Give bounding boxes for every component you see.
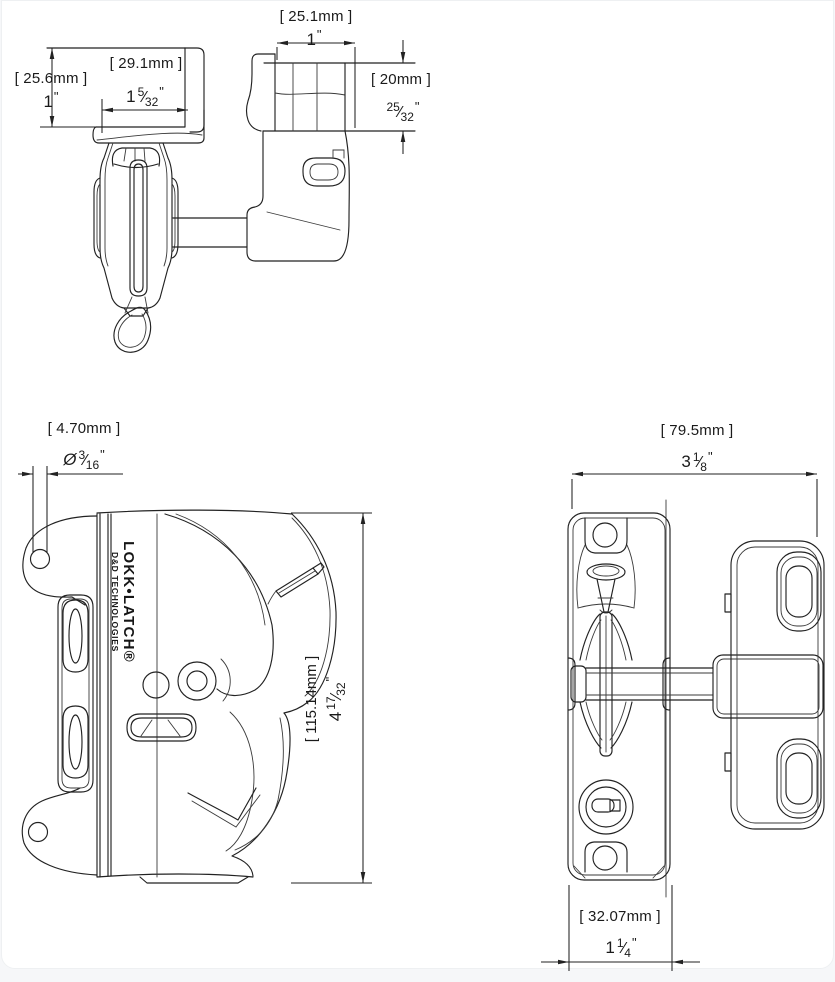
brand-lokk-latch: LOKK•LATCH® (120, 541, 137, 663)
dim-v3-height-label: [ 115.14mm ] $4^{17}⁄_{32}^"$ (303, 655, 348, 743)
view-front-latch (22, 510, 336, 883)
dim-v3-hole-mm: [ 4.70mm ] (47, 420, 121, 437)
dim-v1-height-mm: [ 25.6mm ] (14, 70, 88, 87)
dim-v1-width-inch: 1 $^5⁄_{32}^"$ (126, 84, 164, 109)
dim-v4-width-mm: [ 79.5mm ] (660, 422, 734, 439)
dim-v4-footprint-mm: [ 32.07mm ] (579, 908, 661, 925)
brand-logo (110, 531, 137, 673)
dim-v3-hole-inch: Ø $^3⁄_{16}^"$ (63, 447, 105, 472)
dim-v2-width-inch: 1" (306, 27, 322, 49)
dim-v1-width-mm: [ 29.1mm ] (109, 55, 183, 72)
view-front-assembly (568, 500, 824, 897)
dim-v1-height-inch: 1" (43, 89, 59, 111)
dim-v4-footprint-inch: 1 $^1⁄_4^"$ (605, 935, 637, 960)
dim-v2-height-inch: $^{25}⁄_{32}^"$ (386, 99, 420, 124)
dim-v4-width-inch: 3 $^1⁄_8^"$ (681, 449, 713, 474)
dim-v2-height-mm: [ 20mm ] (371, 71, 431, 88)
dimension-lines (18, 40, 817, 971)
dim-v2-width-mm: [ 25.1mm ] (279, 8, 353, 25)
brand-dd-technologies: D&D TECHNOLOGIES (110, 552, 120, 652)
